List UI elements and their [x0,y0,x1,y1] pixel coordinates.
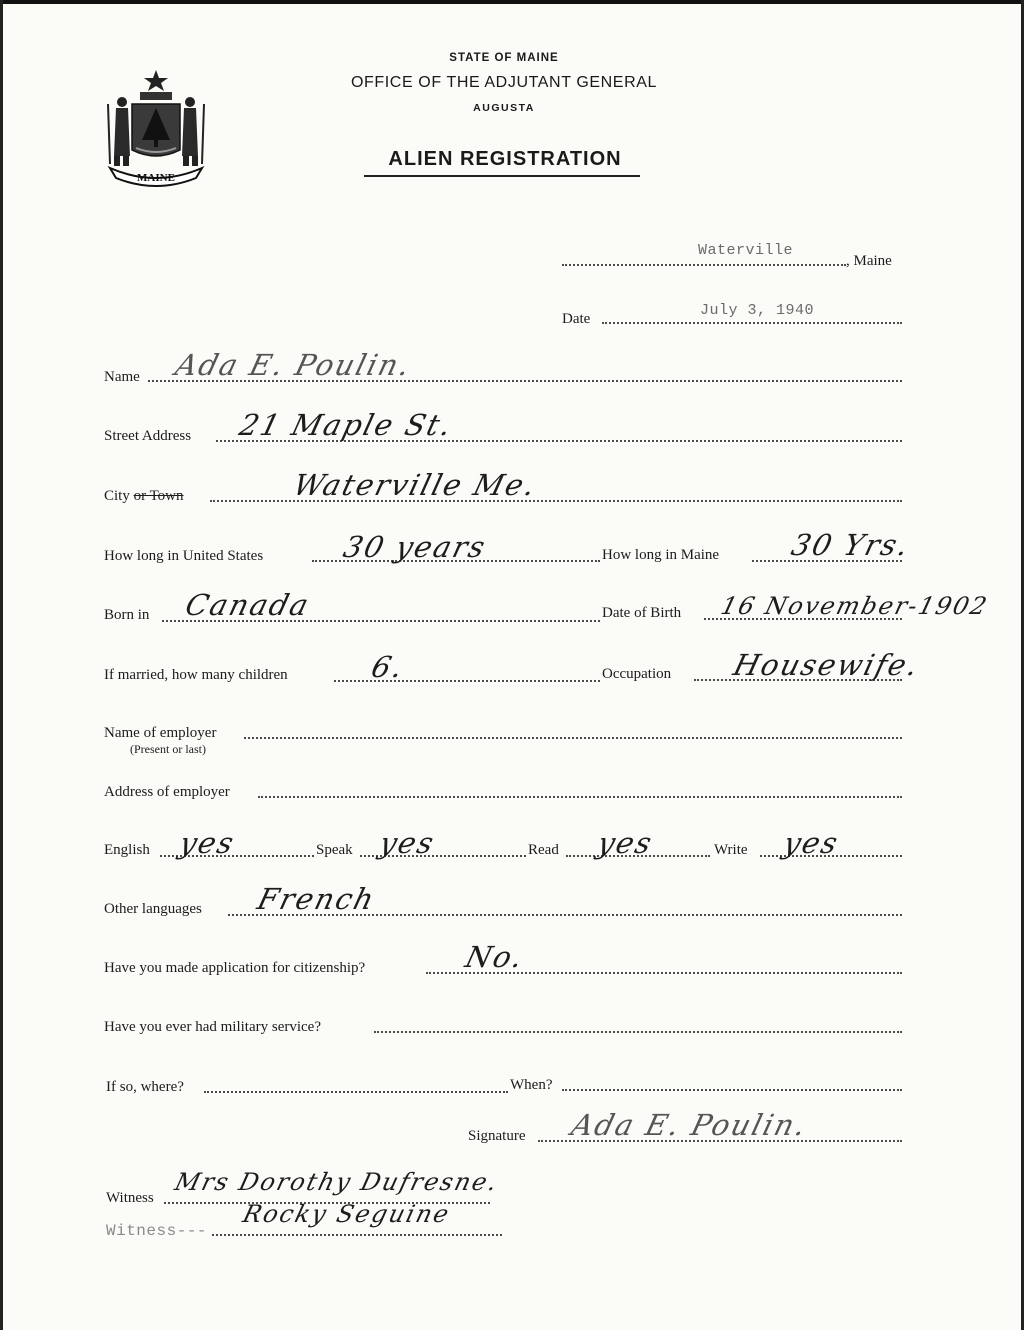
scan-edge-top [0,0,1024,4]
english-value[interactable]: yes [176,826,239,860]
write-label: Write [714,842,748,858]
signature-value[interactable]: Ada E. Poulin. [568,1108,812,1142]
when-label: When? [510,1077,553,1093]
svg-text:MAINE: MAINE [137,172,175,184]
witness1-label: Witness [106,1190,154,1206]
english-label: English [104,842,150,858]
city-value[interactable]: Waterville Me. [290,468,541,502]
header-state: STATE OF MAINE [449,52,559,64]
children-label: If married, how many children [104,667,288,683]
place-suffix: , Maine [846,253,892,269]
us-years-label: How long in United States [104,548,264,564]
name-value[interactable]: Ada E. Poulin. [172,348,416,382]
signature-label: Signature [468,1128,526,1144]
military-label: Have you ever had military service? [104,1019,321,1035]
read-label: Read [528,842,559,858]
place-line [562,264,846,266]
employer-address-label: Address of employer [104,784,230,800]
city-label-struck: or Town [133,488,184,504]
dob-value[interactable]: 16 November-1902 [718,592,992,620]
other-languages-label: Other languages [104,901,202,917]
maine-state-seal-icon [100,64,212,188]
children-value[interactable]: 6. [368,650,409,684]
employer-line[interactable] [244,737,902,739]
citizenship-value[interactable]: No. [462,940,529,974]
title-underline [364,175,640,177]
date-label: Date [562,311,591,327]
scan-edge-left [0,0,3,1330]
occupation-value[interactable]: Housewife. [730,648,924,682]
employer-address-line[interactable] [258,796,902,798]
date-line [602,322,902,324]
dob-label: Date of Birth [602,605,682,621]
write-value[interactable]: yes [780,826,843,860]
other-languages-value[interactable]: French [254,882,380,916]
speak-label: Speak [316,842,353,858]
name-label: Name [104,369,140,385]
header-office: OFFICE OF THE ADJUTANT GENERAL [350,74,658,91]
place-value[interactable]: Waterville [698,242,794,259]
born-in-value[interactable]: Canada [182,588,314,622]
witness2-label: Witness--- [106,1222,208,1240]
city-label: City or Town [104,488,184,504]
maine-years-value[interactable]: 30 Yrs. [788,528,914,562]
witness2-value[interactable]: Rocky Seguine [240,1200,454,1228]
date-value[interactable]: July 3, 1940 [700,302,815,319]
witness2-line [212,1234,502,1236]
employer-sublabel: (Present or last) [130,742,206,756]
employer-label: Name of employer [104,725,217,741]
born-in-label: Born in [104,607,150,623]
header-city: AUGUSTA [473,102,535,114]
read-value[interactable]: yes [594,826,657,860]
speak-value[interactable]: yes [376,826,439,860]
citizenship-label: Have you made application for citizenship? [104,960,366,976]
us-years-value[interactable]: 30 years [340,530,491,564]
where-label: If so, where? [106,1079,184,1095]
military-line[interactable] [374,1031,902,1033]
witness1-value[interactable]: Mrs Dorothy Dufresne. [172,1168,502,1196]
street-label: Street Address [104,428,192,444]
when-line[interactable] [562,1089,902,1091]
maine-years-label: How long in Maine [602,547,720,563]
occupation-label: Occupation [602,666,672,682]
form-title: ALIEN REGISTRATION [388,148,622,170]
where-line[interactable] [204,1091,508,1093]
street-value[interactable]: 21 Maple St. [236,408,457,442]
